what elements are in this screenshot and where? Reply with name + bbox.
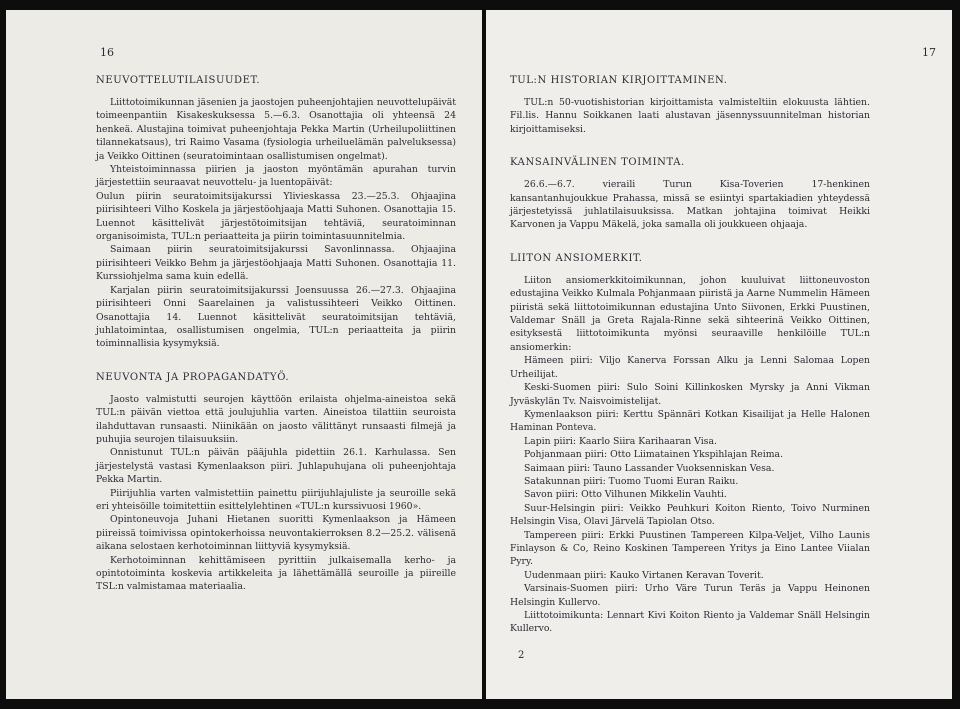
list-item: Savon piiri: Otto Vilhunen Mikkelin Vauhti. — [524, 489, 727, 501]
paragraph: TUL:n 50-vuotishistorian kirjoittamista valmisteltiin elokuusta lähtien. Fil.lis. Hannu Soikkanen laati alustavan jäsennyssuunnitelman historian kirjoittamiseksi. — [510, 97, 870, 135]
section-heading-neuvottelutilaisuudet: NEUVOTTELUTILAISUUDET. — [96, 75, 261, 86]
paragraph: 26.6.—6.7. vieraili Turun Kisa-Toverien 17-henkinen kansantanhujoukkue Prahassa, missä se esiintyi spartakiadien yhteydessä järjestetyissä juhlatilaisuuksissa. Matkan johtajina toimivat Heikki Karvonen ja Vappu Mäkelä, joka samalla oli joukkueen ohjaaja. — [510, 179, 870, 231]
section-heading-historia: TUL:N HISTORIAN KIRJOITTAMINEN. — [510, 75, 728, 86]
list-item: Hämeen piiri: Viljo Kanerva Forssan Alku ja Lenni Salomaa Lopen Urheilijat. — [510, 355, 870, 380]
list-item: Varsinais-Suomen piiri: Urho Väre Turun Teräs ja Vappu Heinonen Helsingin Kullervo. — [510, 583, 870, 608]
page-number-left: 16 — [100, 46, 114, 59]
paragraph: Kerhotoiminnan kehittämiseen pyrittiin julkaisemalla kerho- ja opintotoiminta koskevia artikkeleita ja lähettämällä seuroille ja piireille TSL:n valmistamaa materiaalia. — [96, 554, 456, 593]
list-item: Lapin piiri: Kaarlo Siira Karihaaran Visa. — [524, 435, 717, 447]
list-item: Uudenmaan piiri: Kauko Virtanen Keravan Toverit. — [524, 569, 764, 581]
footer-signature-number: 2 — [518, 649, 525, 661]
paragraph: Saimaan piirin seuratoimitsijakurssi Savonlinnassa. Ohjaajina piirisihteeri Veikko Behm ja järjestöohjaaja Matti Suhonen. Osanottajia 11. Kurssiohjelma sama kuin edellä. — [96, 244, 456, 283]
paragraph: Liiton ansiomerkkitoimikunnan, johon kuuluivat liittoneuvoston edustajina Veikko Kulmala Pohjanmaan piiristä ja Aarne Nummelin Hämeen piiristä sekä liittotoimikunnan edustajina Unto Siivonen, Erkki Puustinen, Valdemar Snäll ja Greta Rajala-Rinne sekä sihteerinä Veikko Oittinen, esityksestä liittotoimikunta myönsi seuraaville henkilöille TUL:n ansiomerkin: — [510, 274, 870, 353]
paragraph: Onnistunut TUL:n päivän pääjuhla pidettiin 26.1. Karhulassa. Sen järjestelystä vastasi Kymenlaakson piiri. Juhlapuhujana oli puheenjohtaja Pekka Martin. — [96, 447, 456, 486]
list-item: Saimaan piiri: Tauno Lassander Vuoksenniskan Vesa. — [524, 462, 775, 474]
paragraph: Yhteistoiminnassa piirien ja jaoston myöntämän apurahan turvin järjestettiin seuraavat neuvottelu- ja luentopäivät: — [96, 164, 456, 189]
list-item: Satakunnan piiri: Tuomo Tuomi Euran Raiku. — [524, 475, 739, 487]
section-heading-neuvonta: NEUVONTA JA PROPAGANDATYÖ. — [96, 371, 290, 383]
list-item: Keski-Suomen piiri: Sulo Soini Killinkosken Myrsky ja Anni Vikman Jyväskylän Tv. Naisvoimistelijat. — [510, 382, 870, 407]
paragraph: Karjalan piirin seuratoimitsijakurssi Joensuussa 26.—27.3. Ohjaajina piirisihteeri Onni Saarelainen ja valistussihteeri Veikko Oittinen. Osanottajia 14. Luennot käsittelivät seuratoimitsijan tehtäviä, juhlatoimintaa, osallistumisen ongelmia, TUL:n periaatteita ja piirin toiminnallisia kysymyksiä. — [96, 284, 456, 350]
list-item: Tampereen piiri: Erkki Puustinen Tampereen Kilpa-Veljet, Vilho Launis Finlayson & Co, Reino Koskinen Tampereen Yritys ja Eino Lantee Viialan Pyry. — [510, 529, 870, 568]
paragraph: Piirijuhlia varten valmistettiin painettu piirijuhlajuliste ja seuroille sekä eri yhteisöille toimitettiin esittelylehtinen «TUL:n kurssivuosi 1960». — [96, 487, 456, 512]
list-item: Kymenlaakson piiri: Kerttu Spännäri Kotkan Kisailijat ja Helle Halonen Haminan Ponteva. — [510, 408, 870, 434]
list-item: Pohjanmaan piiri: Otto Liimatainen Ykspihlajan Reima. — [524, 449, 784, 461]
page-number-right: 17 — [922, 46, 936, 59]
section-heading-kansainvalinen: KANSAINVÄLINEN TOIMINTA. — [510, 157, 685, 169]
list-item: Suur-Helsingin piiri: Veikko Peuhkuri Koiton Riento, Toivo Nurminen Helsingin Visa, Olavi Järvelä Tapiolan Otso. — [510, 502, 870, 528]
list-item: Liittotoimikunta: Lennart Kivi Koiton Riento ja Valdemar Snäll Helsingin Kullervo. — [510, 610, 870, 635]
paragraph: Jaosto valmistutti seurojen käyttöön erilaista ohjelma-aineistoa sekä TUL:n päivän viettoa että joulujuhlia varten. Aineistoa tilattiin seuroista ilahduttavan runsaasti. Niinikään on jaosto välittänyt runsaasti filmejä ja puhujia seurojen tilaisuuksiin. — [96, 393, 456, 445]
right-page — [486, 10, 952, 699]
paragraph: Opintoneuvoja Juhani Hietanen suoritti Kymenlaakson ja Hämeen piireissä toimivissa opintokerhoissa neuvontakierroksen 8.2—25.2. välisenä aikana selostaen kerhotoiminnan liittyviä kysymyksiä. — [96, 514, 456, 553]
paragraph: Liittotoimikunnan jäsenien ja jaostojen puheenjohtajien neuvottelupäivät toimeenpantiin Kisakeskuksessa 5.—6.3. Osanottajia oli yhteensä 24 henkeä. Alustajina toimivat puheenjohtaja Pekka Martin (Urheilupoliittinen tilannekatsaus), tri Raimo Vasama (fysiologia urheiluelämän palveluksessa) ja Veikko Oittinen (seuratoimintaan osallistumisen ongelmat). — [96, 97, 456, 162]
paragraph: Oulun piirin seuratoimitsijakurssi Ylivieskassa 23.—25.3. Ohjaajina piirisihteeri Vilho Koskela ja järjestöohjaaja Matti Suhonen. Osanottajia 15. Luennot käsittelivät järjestötoimitsijan tehtäviä, seuratoiminnan organisoimista, TUL:n periaatteita ja piirin toimintasuunnitelmia. — [96, 190, 456, 243]
section-heading-ansiomerkit: LIITON ANSIOMERKIT. — [510, 252, 643, 264]
left-page — [6, 10, 482, 699]
